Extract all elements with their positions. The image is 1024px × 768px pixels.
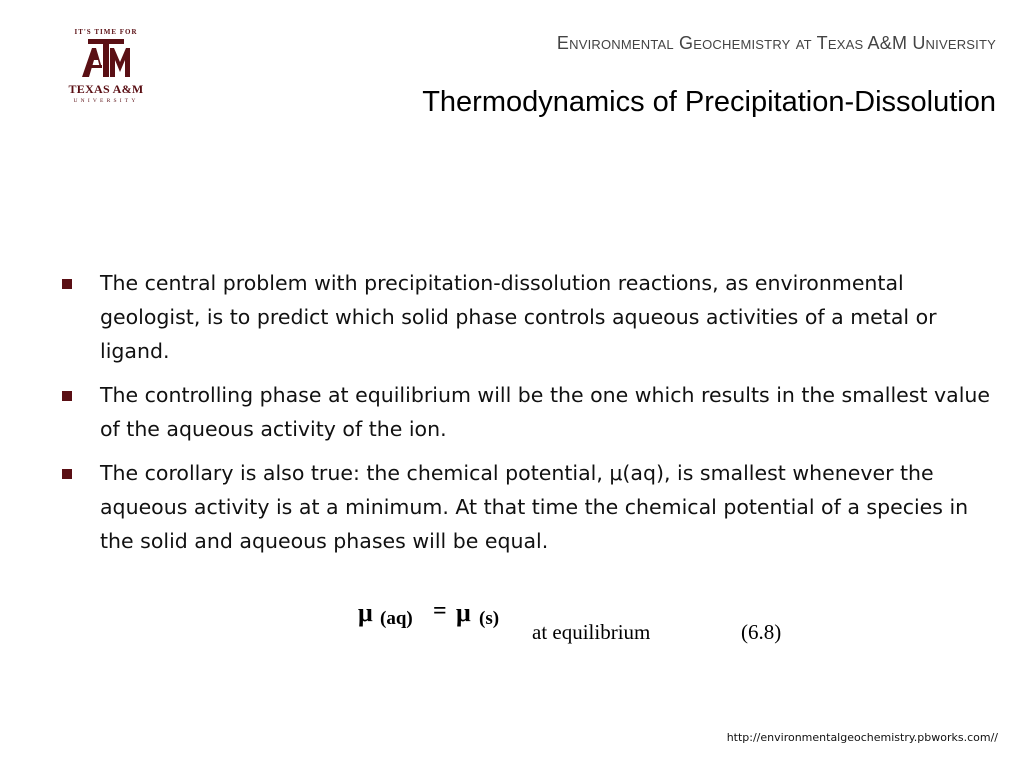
equation-number: (6.8) (741, 620, 782, 644)
bullet-item (60, 266, 1000, 368)
bullet-item (60, 378, 1000, 446)
logo-university-name: TEXAS A&M (68, 82, 144, 96)
square-bullet-icon (62, 279, 72, 289)
equation-lhs-mu: μ (358, 598, 373, 627)
equation-condition: at equilibrium (532, 620, 651, 644)
bullet-list (60, 266, 1000, 568)
bullet-text: The corollary is also true: the chemical potential, μ(aq), is smallest whenever the aqueous activity is at a minimum. At that time the chemical potential of a species in the solid and aqueous phases will be equal. (100, 461, 969, 553)
bullet-item (60, 456, 1000, 558)
equation-rhs-mu: μ (456, 598, 471, 627)
equation-lhs-subscript: (aq) (380, 608, 413, 629)
bullet-text: The controlling phase at equilibrium will be the one which results in the smallest value of the aqueous activity of the ion. (100, 383, 990, 441)
logo-university-subname: UNIVERSITY (73, 98, 139, 104)
logo-tagline: IT'S TIME FOR (74, 28, 138, 36)
organization-header: Environmental Geochemistry at Texas A&M University (556, 33, 996, 53)
equilibrium-equation (358, 598, 818, 658)
footer-url: http://environmentalgeochemistry.pbworks.com// (726, 731, 998, 744)
university-logo (58, 28, 154, 104)
bullet-text: The central problem with precipitation-dissolution reactions, as environmental geologist, is to predict which solid phase controls aqueous activities of a metal or ligand. (100, 271, 937, 363)
slide-title: Thermodynamics of Precipitation-Dissolution (422, 86, 996, 118)
square-bullet-icon (62, 391, 72, 401)
equation-equals: = (433, 598, 447, 624)
equation-rhs-subscript: (s) (479, 608, 500, 629)
square-bullet-icon (62, 469, 72, 479)
atm-monogram-icon (80, 38, 132, 78)
